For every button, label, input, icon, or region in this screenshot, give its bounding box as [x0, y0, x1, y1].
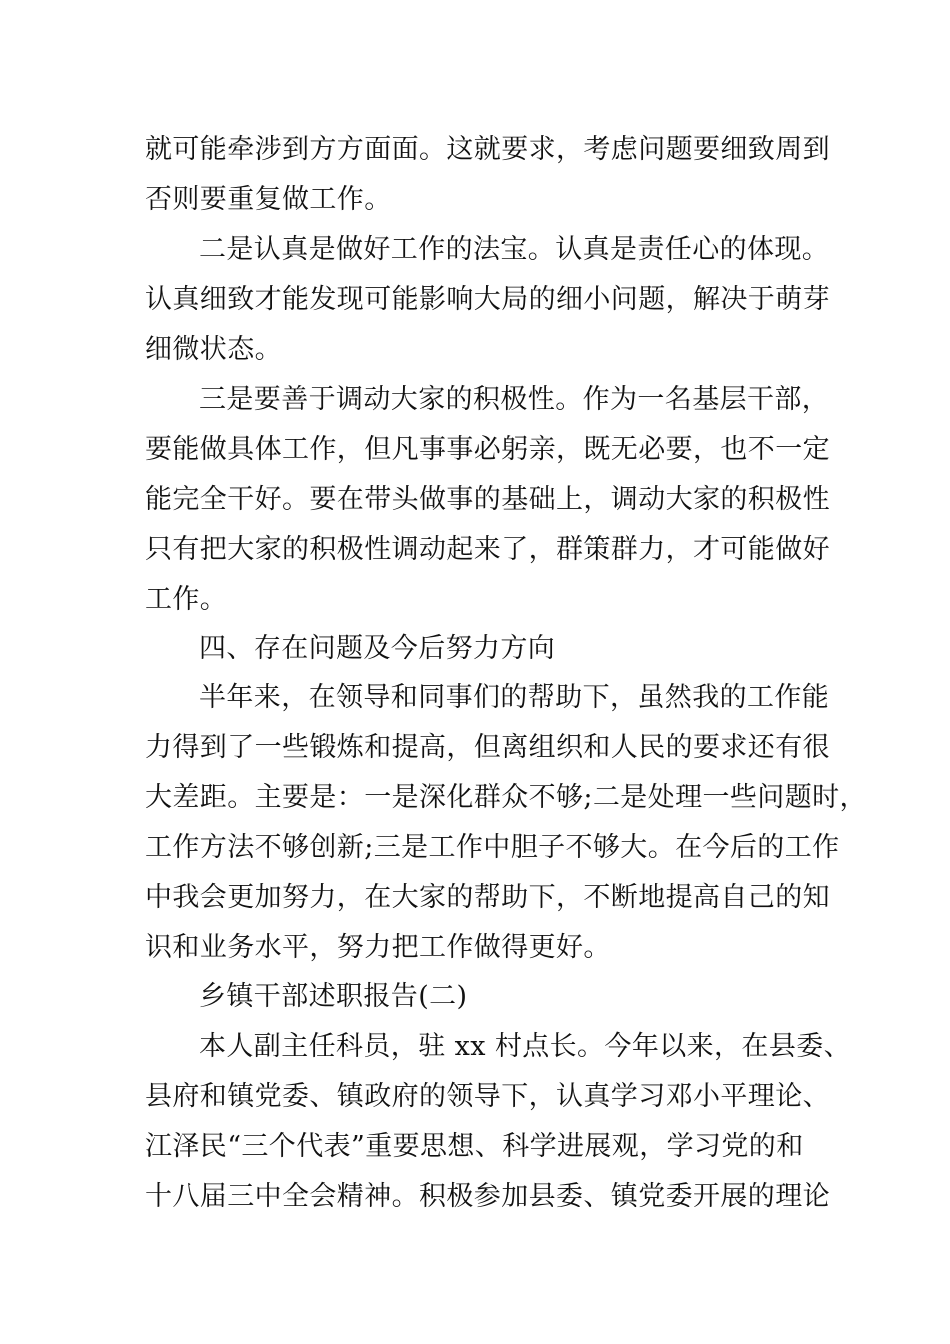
text-line: 大差距。主要是：一是深化群众不够;二是处理一些问题时，: [145, 782, 867, 813]
text-line: 力得到了一些锻炼和提高，但离组织和人民的要求还有很: [145, 732, 830, 763]
text-line: 能完全干好。要在带头做事的基础上，调动大家的积极性: [145, 484, 830, 515]
text-line: 要能做具体工作，但凡事事必躬亲，既无必要，也不一定: [145, 434, 830, 465]
paragraph-heading: 二是认真是做好工作的法宝。认真是责任心的体现。: [199, 234, 830, 265]
text-line: 认真细致才能发现可能影响大局的细小问题，解决于萌芽: [145, 284, 830, 315]
paragraph-start: 半年来，在领导和同事们的帮助下，虽然我的工作能: [199, 682, 830, 713]
text-line: 中我会更加努力，在大家的帮助下，不断地提高自己的知: [145, 882, 830, 913]
paragraph-start: 本人副主任科员，驻 xx 村点长。今年以来，在县委、: [199, 1031, 852, 1062]
text-line: 细微状态。: [145, 334, 282, 365]
text-line: 识和业务水平，努力把工作做得更好。: [145, 932, 611, 963]
text-line: 江泽民“三个代表”重要思想、科学进展观，学习党的和: [145, 1131, 804, 1162]
text-line: 只有把大家的积极性调动起来了，群策群力，才可能做好: [145, 534, 830, 565]
text-line: 工作方法不够创新;三是工作中胆子不够大。在今后的工作: [145, 832, 840, 863]
text-line: 十八届三中全会精神。积极参加县委、镇党委开展的理论: [145, 1181, 830, 1212]
text-line: 工作。: [145, 584, 228, 615]
text-line: 县府和镇党委、镇政府的领导下，认真学习邓小平理论、: [145, 1081, 830, 1112]
paragraph-heading: 三是要善于调动大家的积极性。作为一名基层干部，: [199, 384, 830, 415]
report-title: 乡镇干部述职报告(二): [199, 981, 468, 1012]
text-line: 就可能牵涉到方方面面。这就要求，考虑问题要细致周到: [145, 134, 830, 165]
section-heading: 四、存在问题及今后努力方向: [199, 633, 556, 664]
text-line: 否则要重复做工作。: [145, 184, 392, 215]
